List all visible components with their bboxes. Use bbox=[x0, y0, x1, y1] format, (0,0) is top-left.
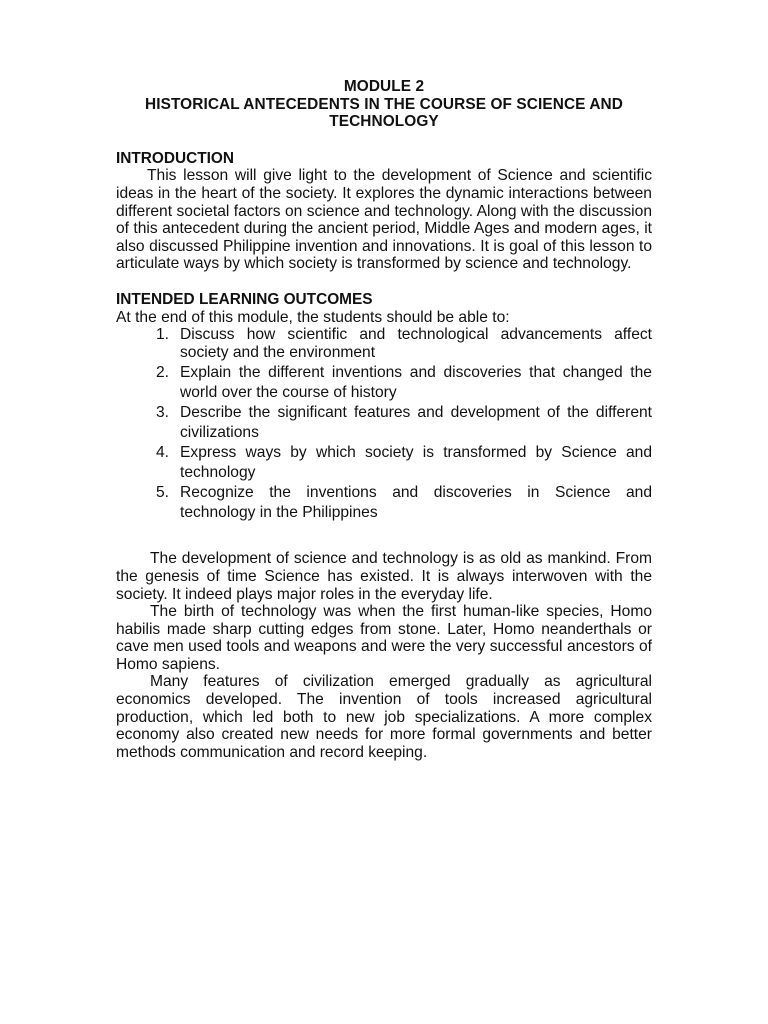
introduction-text: This lesson will give light to the development of Science and scientific ideas in the heart of the society. It explores the dynamic interactions between different societal factors on science and technology. Along with the discussion of this antecedent during the ancient period, Middle Ages and modern ages, it also discussed Philippine invention and innovations. It is goal of this lesson to articulate ways by which society is transformed by science and technology. bbox=[116, 167, 652, 273]
list-item-text: Express ways by which society is transformed by Science and technology bbox=[180, 444, 652, 482]
list-item-text: Describe the significant features and development of the different civilizations bbox=[180, 404, 652, 442]
outcomes-lead: At the end of this module, the students should be able to: bbox=[116, 308, 510, 326]
body-section bbox=[116, 550, 652, 761]
outcomes-section bbox=[116, 291, 652, 523]
outcomes-heading: INTENDED LEARNING OUTCOMES bbox=[116, 290, 373, 308]
body-paragraph: Many features of civilization emerged gradually as agricultural economics developed. The invention of tools increased agricultural production, which led both to new job specializations. A more complex economy also created new needs for more formal governments and better methods communication and record keeping. bbox=[116, 673, 652, 761]
document-page bbox=[116, 78, 652, 761]
list-item-number: 4. bbox=[156, 444, 170, 462]
list-item-number: 3. bbox=[156, 404, 170, 422]
list-item-number: 1. bbox=[156, 326, 170, 344]
list-item-text: Recognize the inventions and discoveries in Science and technology in the Philippines bbox=[180, 484, 652, 522]
body-paragraph: The birth of technology was when the first human-like species, Homo habilis made sharp cutting edges from stone. Later, Homo neanderthals or cave men used tools and weapons and were the very successful ancestors of Homo sapiens. bbox=[116, 603, 652, 673]
list-item-number: 5. bbox=[156, 484, 170, 502]
list-item-number: 2. bbox=[156, 364, 170, 382]
body-paragraph: The development of science and technology is as old as mankind. From the genesis of time Science has existed. It is always interwoven with the society. It indeed plays major roles in the everyday life. bbox=[116, 550, 652, 603]
outcomes-list bbox=[116, 326, 652, 523]
list-item bbox=[116, 403, 652, 443]
list-item-text: Explain the different inventions and discoveries that changed the world over the course of history bbox=[180, 364, 652, 402]
title-block bbox=[116, 78, 652, 131]
module-title: HISTORICAL ANTECEDENTS IN THE COURSE OF SCIENCE AND TECHNOLOGY bbox=[145, 95, 623, 131]
introduction-section bbox=[116, 150, 652, 273]
list-item-text: Discuss how scientific and technological advancements affect society and the environment bbox=[180, 326, 652, 361]
list-item bbox=[116, 326, 652, 361]
introduction-heading: INTRODUCTION bbox=[116, 149, 234, 167]
module-number: MODULE 2 bbox=[343, 78, 425, 95]
list-item bbox=[116, 483, 652, 523]
list-item bbox=[116, 443, 652, 483]
list-item bbox=[116, 363, 652, 403]
